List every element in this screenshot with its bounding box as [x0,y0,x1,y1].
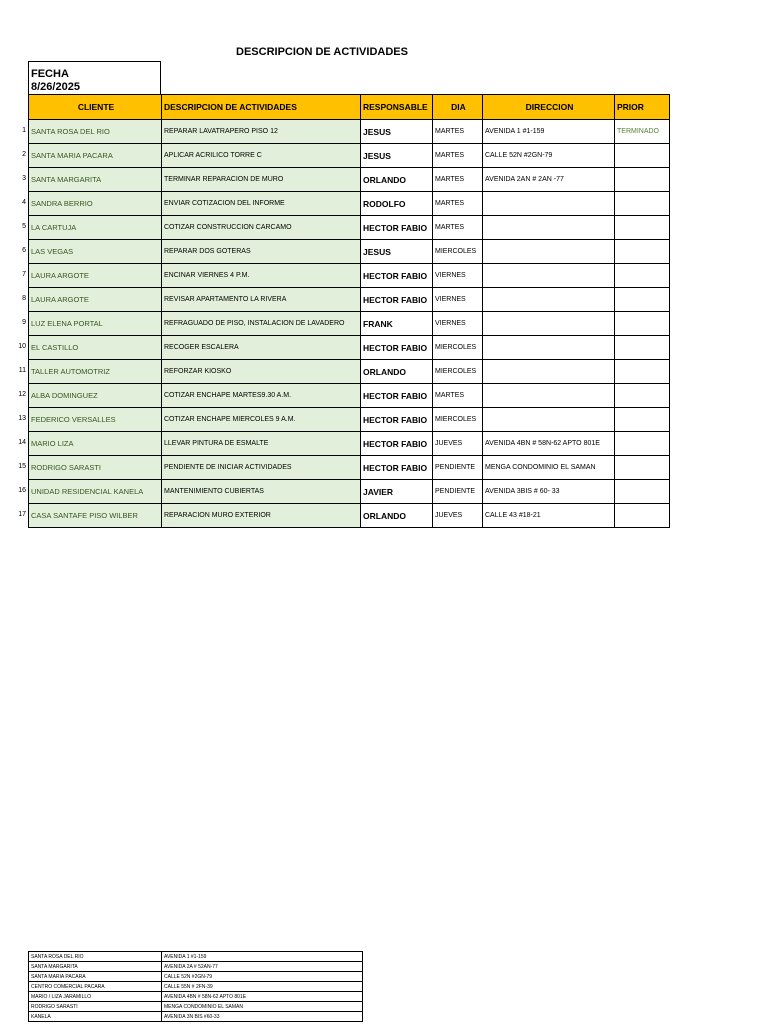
row-number: 17 [18,511,26,518]
column-header-prior[interactable]: PRIOR [615,95,670,120]
column-header-dia[interactable]: DIA [433,95,483,120]
date-value: 8/26/2025 [31,81,80,93]
cell-cliente[interactable]: RODRIGO SARASTI [29,456,162,480]
table-row[interactable] [29,312,670,336]
row-number: 5 [22,223,26,230]
cell-direccion[interactable] [483,216,615,240]
cell-direccion[interactable] [483,264,615,288]
cell-responsable[interactable]: HECTOR FABIO [361,288,433,312]
cell-dia[interactable]: MARTES [433,384,483,408]
column-header-direccion[interactable]: DIRECCION [483,95,615,120]
cell-prior[interactable] [615,504,670,528]
table-row[interactable] [29,432,670,456]
cell-responsable[interactable]: HECTOR FABIO [361,456,433,480]
reference-direccion[interactable]: AVENIDA 3N BIS #60-33 [162,1012,363,1022]
cell-prior[interactable] [615,216,670,240]
table-row[interactable] [29,360,670,384]
cell-direccion[interactable]: AVENIDA 4BN # 58N-62 APTO 801E [483,432,615,456]
cell-responsable[interactable]: RODOLFO [361,192,433,216]
cell-cliente[interactable]: LAURA ARGOTE [29,288,162,312]
cell-cliente[interactable]: SANDRA BERRIO [29,192,162,216]
reference-direccion[interactable]: CALLE 52N #2GN-79 [162,972,363,982]
cell-direccion[interactable] [483,312,615,336]
row-number: 10 [18,343,26,350]
cell-prior[interactable] [615,336,670,360]
cell-direccion[interactable]: AVENIDA 3BIS # 60- 33 [483,480,615,504]
reference-row [29,972,363,982]
cell-descripcion[interactable]: RECOGER ESCALERA [162,336,361,360]
row-number: 14 [18,439,26,446]
cell-cliente[interactable]: LA CARTUJA [29,216,162,240]
cell-descripcion[interactable]: ENCINAR VIERNES 4 P.M. [162,264,361,288]
cell-dia[interactable]: VIERNES [433,288,483,312]
column-header-cliente[interactable]: CLIENTE [29,95,162,120]
cell-descripcion[interactable]: COTIZAR ENCHAPE MIERCOLES 9 A.M. [162,408,361,432]
row-number: 12 [18,391,26,398]
table-row[interactable] [29,456,670,480]
cell-dia[interactable]: MARTES [433,120,483,144]
cell-dia[interactable]: PENDIENTE [433,480,483,504]
table-row[interactable] [29,168,670,192]
cell-descripcion[interactable]: APLICAR ACRILICO TORRE C [162,144,361,168]
table-row[interactable] [29,408,670,432]
cell-prior[interactable] [615,264,670,288]
cell-direccion[interactable] [483,336,615,360]
row-number: 6 [22,247,26,254]
cell-prior[interactable]: TERMINADO [615,120,670,144]
table-header-row [29,95,670,120]
cell-direccion[interactable] [483,360,615,384]
cell-cliente[interactable]: EL CASTILLO [29,336,162,360]
cell-dia[interactable]: MIERCOLES [433,408,483,432]
cell-responsable[interactable]: HECTOR FABIO [361,432,433,456]
reference-cliente[interactable]: CENTRO COMERCIAL PACARA [29,982,162,992]
cell-direccion[interactable] [483,288,615,312]
reference-row [29,1002,363,1012]
reference-row [29,962,363,972]
row-number: 8 [22,295,26,302]
cell-descripcion[interactable]: REPARACION MURO EXTERIOR [162,504,361,528]
cell-cliente[interactable]: SANTA MARGARITA [29,168,162,192]
cell-responsable[interactable]: JESUS [361,144,433,168]
cell-prior[interactable] [615,456,670,480]
row-number: 16 [18,487,26,494]
cell-descripcion[interactable]: REFRAGUADO DE PISO, INSTALACION DE LAVADERO [162,312,361,336]
cell-responsable[interactable]: ORLANDO [361,360,433,384]
cell-responsable[interactable]: HECTOR FABIO [361,408,433,432]
cell-direccion[interactable]: MENGA CONDOMINIO EL SAMAN [483,456,615,480]
cell-cliente[interactable]: CASA SANTAFE PISO WILBER [29,504,162,528]
row-number: 15 [18,463,26,470]
reference-address-table [28,951,363,1022]
cell-dia[interactable]: JUEVES [433,504,483,528]
cell-descripcion[interactable]: REPARAR DOS GOTERAS [162,240,361,264]
reference-direccion[interactable]: AVENIDA 4BN # 58N-62 APTO 801E [162,992,363,1002]
reference-direccion[interactable]: AVENIDA 1 #1-159 [162,952,363,962]
reference-direccion[interactable]: CALLE 55N # 2FN-39 [162,982,363,992]
reference-cliente[interactable]: MARIO / LIZA JARAMILLO [29,992,162,1002]
cell-dia[interactable]: MARTES [433,168,483,192]
row-number: 9 [22,319,26,326]
row-number: 11 [18,367,26,374]
reference-row [29,952,363,962]
cell-dia[interactable]: JUEVES [433,432,483,456]
cell-responsable[interactable]: HECTOR FABIO [361,336,433,360]
cell-responsable[interactable]: HECTOR FABIO [361,264,433,288]
table-row[interactable] [29,240,670,264]
cell-dia[interactable]: PENDIENTE [433,456,483,480]
cell-prior[interactable] [615,432,670,456]
cell-direccion[interactable] [483,408,615,432]
cell-direccion[interactable]: AVENIDA 1 #1-159 [483,120,615,144]
table-row[interactable] [29,504,670,528]
reference-cliente[interactable]: SANTA ROSA DEL RIO [29,952,162,962]
table-row[interactable] [29,264,670,288]
cell-responsable[interactable]: JESUS [361,240,433,264]
cell-cliente[interactable]: LAURA ARGOTE [29,264,162,288]
cell-prior[interactable] [615,168,670,192]
cell-descripcion[interactable]: MANTENIMIENTO CUBIERTAS [162,480,361,504]
cell-direccion[interactable] [483,384,615,408]
reference-cliente[interactable]: SANTA MARIA PACARA [29,972,162,982]
column-header-descripcion[interactable]: DESCRIPCION DE ACTIVIDADES [162,95,361,120]
date-label: FECHA [31,68,69,80]
row-number: 1 [22,127,26,134]
cell-cliente[interactable]: FEDERICO VERSALLES [29,408,162,432]
cell-descripcion[interactable]: TERMINAR REPARACION DE MURO [162,168,361,192]
cell-cliente[interactable]: SANTA ROSA DEL RIO [29,120,162,144]
cell-dia[interactable]: MIERCOLES [433,360,483,384]
cell-responsable[interactable]: HECTOR FABIO [361,216,433,240]
cell-responsable[interactable]: ORLANDO [361,168,433,192]
row-number: 4 [22,199,26,206]
reference-direccion[interactable]: MENGA CONDOMINIO EL SAMAN [162,1002,363,1012]
cell-direccion[interactable]: AVENIDA 2AN # 2AN -77 [483,168,615,192]
cell-descripcion[interactable]: LLEVAR PINTURA DE ESMALTE [162,432,361,456]
page-title: DESCRIPCION DE ACTIVIDADES [236,46,408,58]
cell-cliente[interactable]: TALLER AUTOMOTRIZ [29,360,162,384]
cell-direccion[interactable] [483,240,615,264]
cell-prior[interactable] [615,360,670,384]
cell-prior[interactable] [615,144,670,168]
cell-dia[interactable]: MARTES [433,144,483,168]
cell-responsable[interactable]: FRANK [361,312,433,336]
cell-descripcion[interactable]: ENVIAR COTIZACION DEL INFORME [162,192,361,216]
cell-descripcion[interactable]: REPARAR LAVATRAPERO PISO 12 [162,120,361,144]
cell-cliente[interactable]: UNIDAD RESIDENCIAL KANELA [29,480,162,504]
cell-cliente[interactable]: MARIO LIZA [29,432,162,456]
cell-responsable[interactable]: JAVIER [361,480,433,504]
reference-row [29,1012,363,1022]
reference-cliente[interactable]: KANELA [29,1012,162,1022]
date-box [28,61,161,94]
cell-cliente[interactable]: LAS VEGAS [29,240,162,264]
cell-descripcion[interactable]: REVISAR APARTAMENTO LA RIVERA [162,288,361,312]
reference-cliente[interactable]: RODRIGO SARASTI [29,1002,162,1012]
table-row[interactable] [29,216,670,240]
cell-direccion[interactable] [483,192,615,216]
reference-direccion[interactable]: AVENIDA 2A # 52AN-77 [162,962,363,972]
table-row[interactable] [29,144,670,168]
cell-prior[interactable] [615,384,670,408]
cell-cliente[interactable]: ALBA DOMINGUEZ [29,384,162,408]
reference-row [29,982,363,992]
table-row[interactable] [29,288,670,312]
cell-prior[interactable] [615,408,670,432]
table-row[interactable] [29,120,670,144]
reference-row [29,992,363,1002]
cell-direccion[interactable]: CALLE 52N #2GN-79 [483,144,615,168]
cell-prior[interactable] [615,312,670,336]
table-row[interactable] [29,384,670,408]
cell-dia[interactable]: MARTES [433,192,483,216]
cell-responsable[interactable]: ORLANDO [361,504,433,528]
activities-table [28,94,670,528]
row-number: 2 [22,151,26,158]
cell-dia[interactable]: MIERCOLES [433,336,483,360]
cell-prior[interactable] [615,480,670,504]
row-number: 13 [18,415,26,422]
table-row[interactable] [29,336,670,360]
cell-responsable[interactable]: JESUS [361,120,433,144]
cell-direccion[interactable]: CALLE 43 #18-21 [483,504,615,528]
cell-descripcion[interactable]: COTIZAR CONSTRUCCION CARCAMO [162,216,361,240]
cell-dia[interactable]: MIERCOLES [433,240,483,264]
cell-cliente[interactable]: SANTA MARIA PACARA [29,144,162,168]
cell-descripcion[interactable]: REFORZAR KIOSKO [162,360,361,384]
cell-prior[interactable] [615,192,670,216]
row-number: 3 [22,175,26,182]
cell-dia[interactable]: MARTES [433,216,483,240]
cell-prior[interactable] [615,240,670,264]
table-row[interactable] [29,192,670,216]
cell-cliente[interactable]: LUZ ELENA PORTAL [29,312,162,336]
cell-descripcion[interactable]: COTIZAR ENCHAPE MARTES9.30 A.M. [162,384,361,408]
cell-dia[interactable]: VIERNES [433,312,483,336]
column-header-responsable[interactable]: RESPONSABLE [361,95,433,120]
reference-cliente[interactable]: SANTA MARGARITA [29,962,162,972]
cell-dia[interactable]: VIERNES [433,264,483,288]
table-row[interactable] [29,480,670,504]
cell-prior[interactable] [615,288,670,312]
cell-responsable[interactable]: HECTOR FABIO [361,384,433,408]
row-number: 7 [22,271,26,278]
cell-descripcion[interactable]: PENDIENTE DE INICIAR ACTIVIDADES [162,456,361,480]
